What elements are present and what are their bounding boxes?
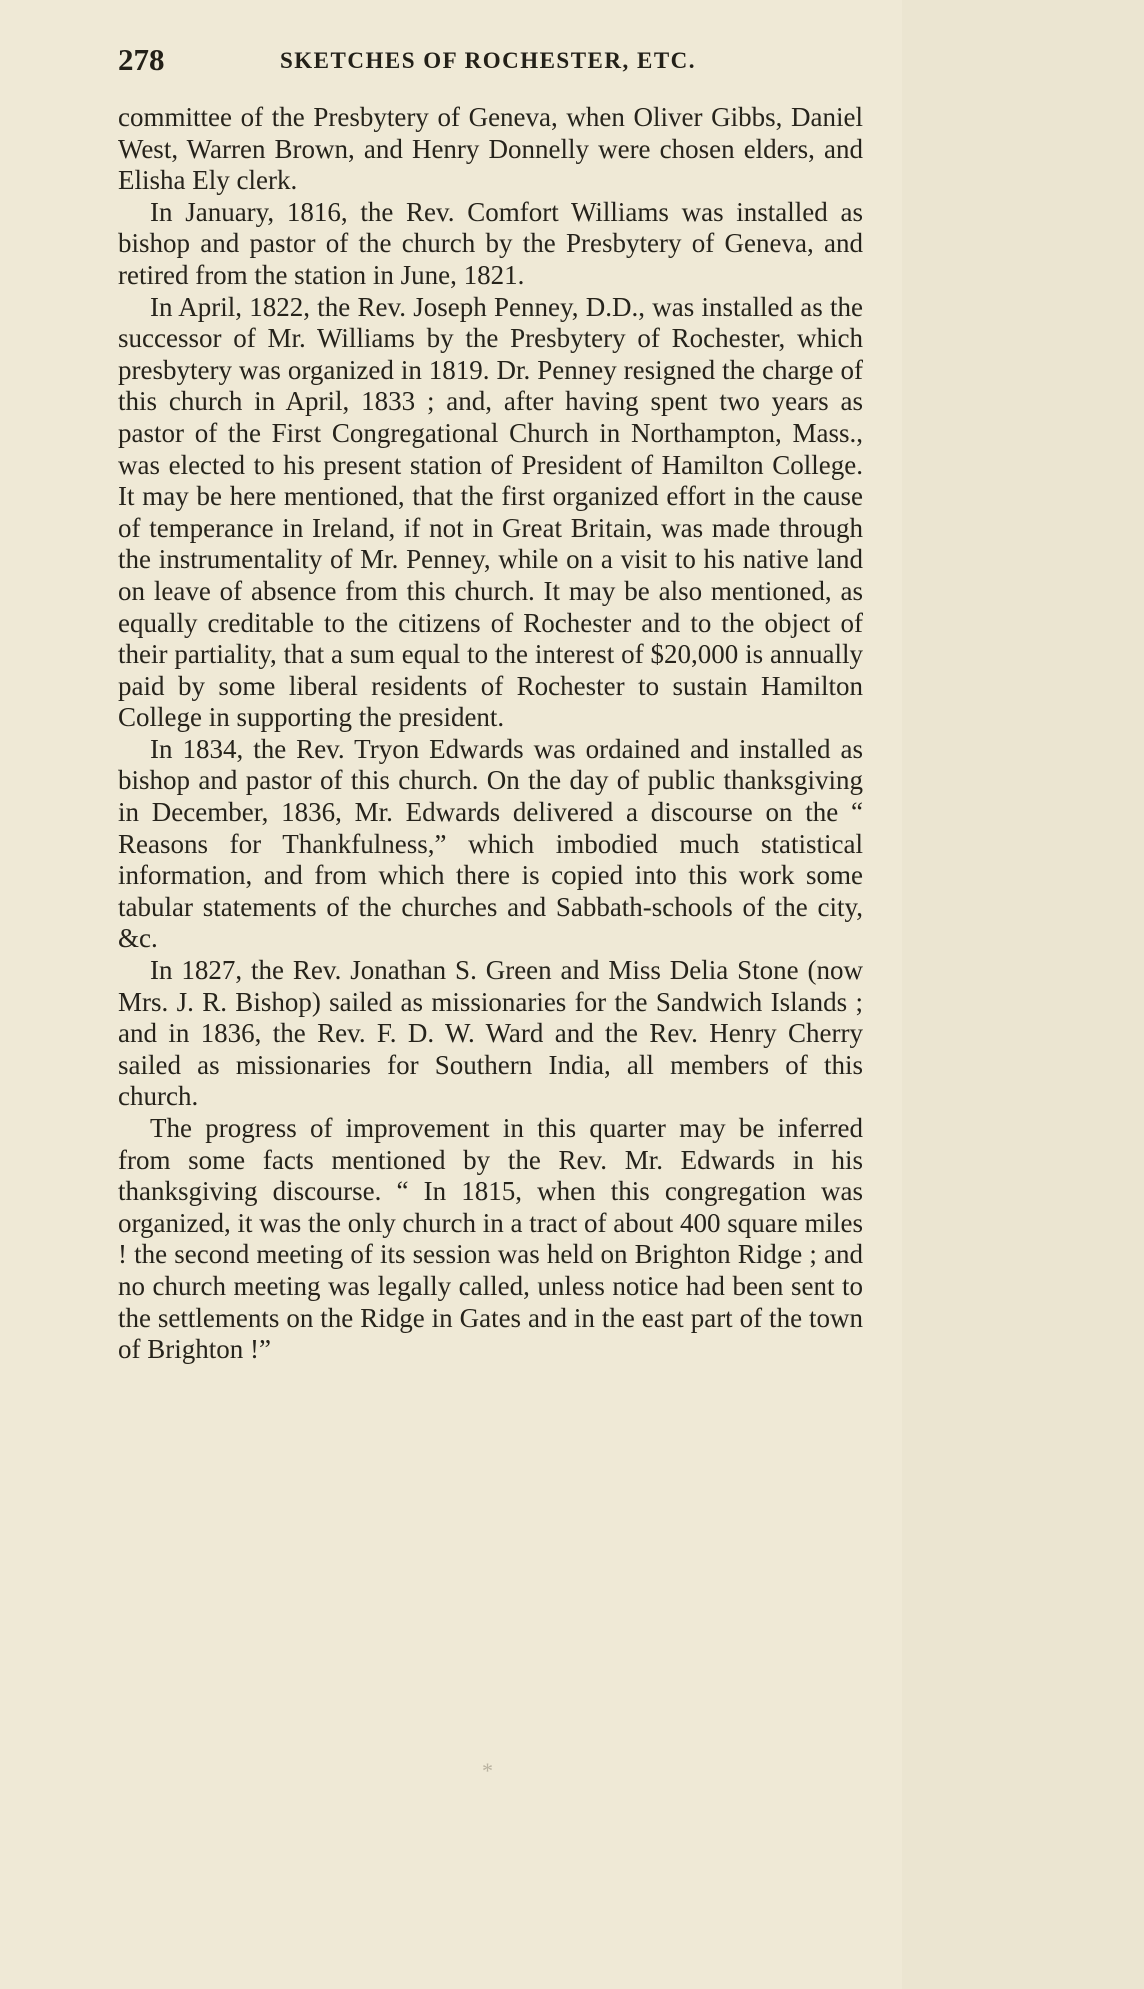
page-margin-right (902, 0, 1144, 1989)
paragraph: In April, 1822, the Rev. Joseph Penney, D.D., was installed as the successor of Mr. Williams by the Presbytery of Rochester, which presbytery was organized in 1819. Dr. Penney resigned the charge of this church in April, 1833 ; and, after having spent two years as pastor of the First Congregational Church in Northampton, Mass., was elected to his present station of President of Hamilton College. It may be here mentioned, that the first organized effort in the cause of temperance in Ireland, if not in Great Britain, was made through the instrumentality of Mr. Penney, while on a visit to his native land on leave of absence from this church. It may be also mentioned, as equally creditable to the citizens of Rochester and to the object of their partiality, that a sum equal to the interest of $20,000 is annually paid by some liberal residents of Rochester to sustain Hamilton College in supporting the president. (118, 291, 863, 733)
paragraph: In January, 1816, the Rev. Comfort Williams was installed as bishop and pastor of the church by the Presbytery of Geneva, and retired from the station in June, 1821. (118, 196, 863, 290)
paragraph: In 1827, the Rev. Jonathan S. Green and Miss Delia Stone (now Mrs. J. R. Bishop) sailed as missionaries for the Sandwich Islands ; and in 1836, the Rev. F. D. W. Ward and the Rev. Henry Cherry sailed as missionaries for Southern India, all members of this church. (118, 955, 863, 1112)
signature-mark: * (482, 1758, 493, 1783)
paragraph: In 1834, the Rev. Tryon Edwards was ordained and installed as bishop and pastor of this church. On the day of public thanksgiving in December, 1836, Mr. Edwards delivered a discourse on the “ Reasons for Thankfulness,” which imbodied much statistical information, and from which there is copied into this work some tabular statements of the churches and Sabbath-schools of the city, &c. (118, 733, 863, 954)
paragraph: The progress of improvement in this quarter may be inferred from some facts mentioned by the Rev. Mr. Edwards in his thanksgiving discourse. “ In 1815, when this congregation was organized, it was the only church in a tract of about 400 square miles ! the second meeting of its session was held on Brighton Ridge ; and no church meeting was legally called, unless notice had been sent to the settlements on the Ridge in Gates and in the east part of the town of Brighton !” (118, 1113, 863, 1365)
running-head: SKETCHES OF ROCHESTER, ETC. (280, 48, 697, 73)
page-header (118, 40, 868, 80)
paragraph: committee of the Presbytery of Geneva, when Oliver Gibbs, Daniel West, Warren Brown, and Henry Donnelly were chosen elders, and Elisha Ely clerk. (118, 102, 863, 196)
page-number: 278 (118, 42, 165, 77)
body-text (118, 102, 863, 1366)
